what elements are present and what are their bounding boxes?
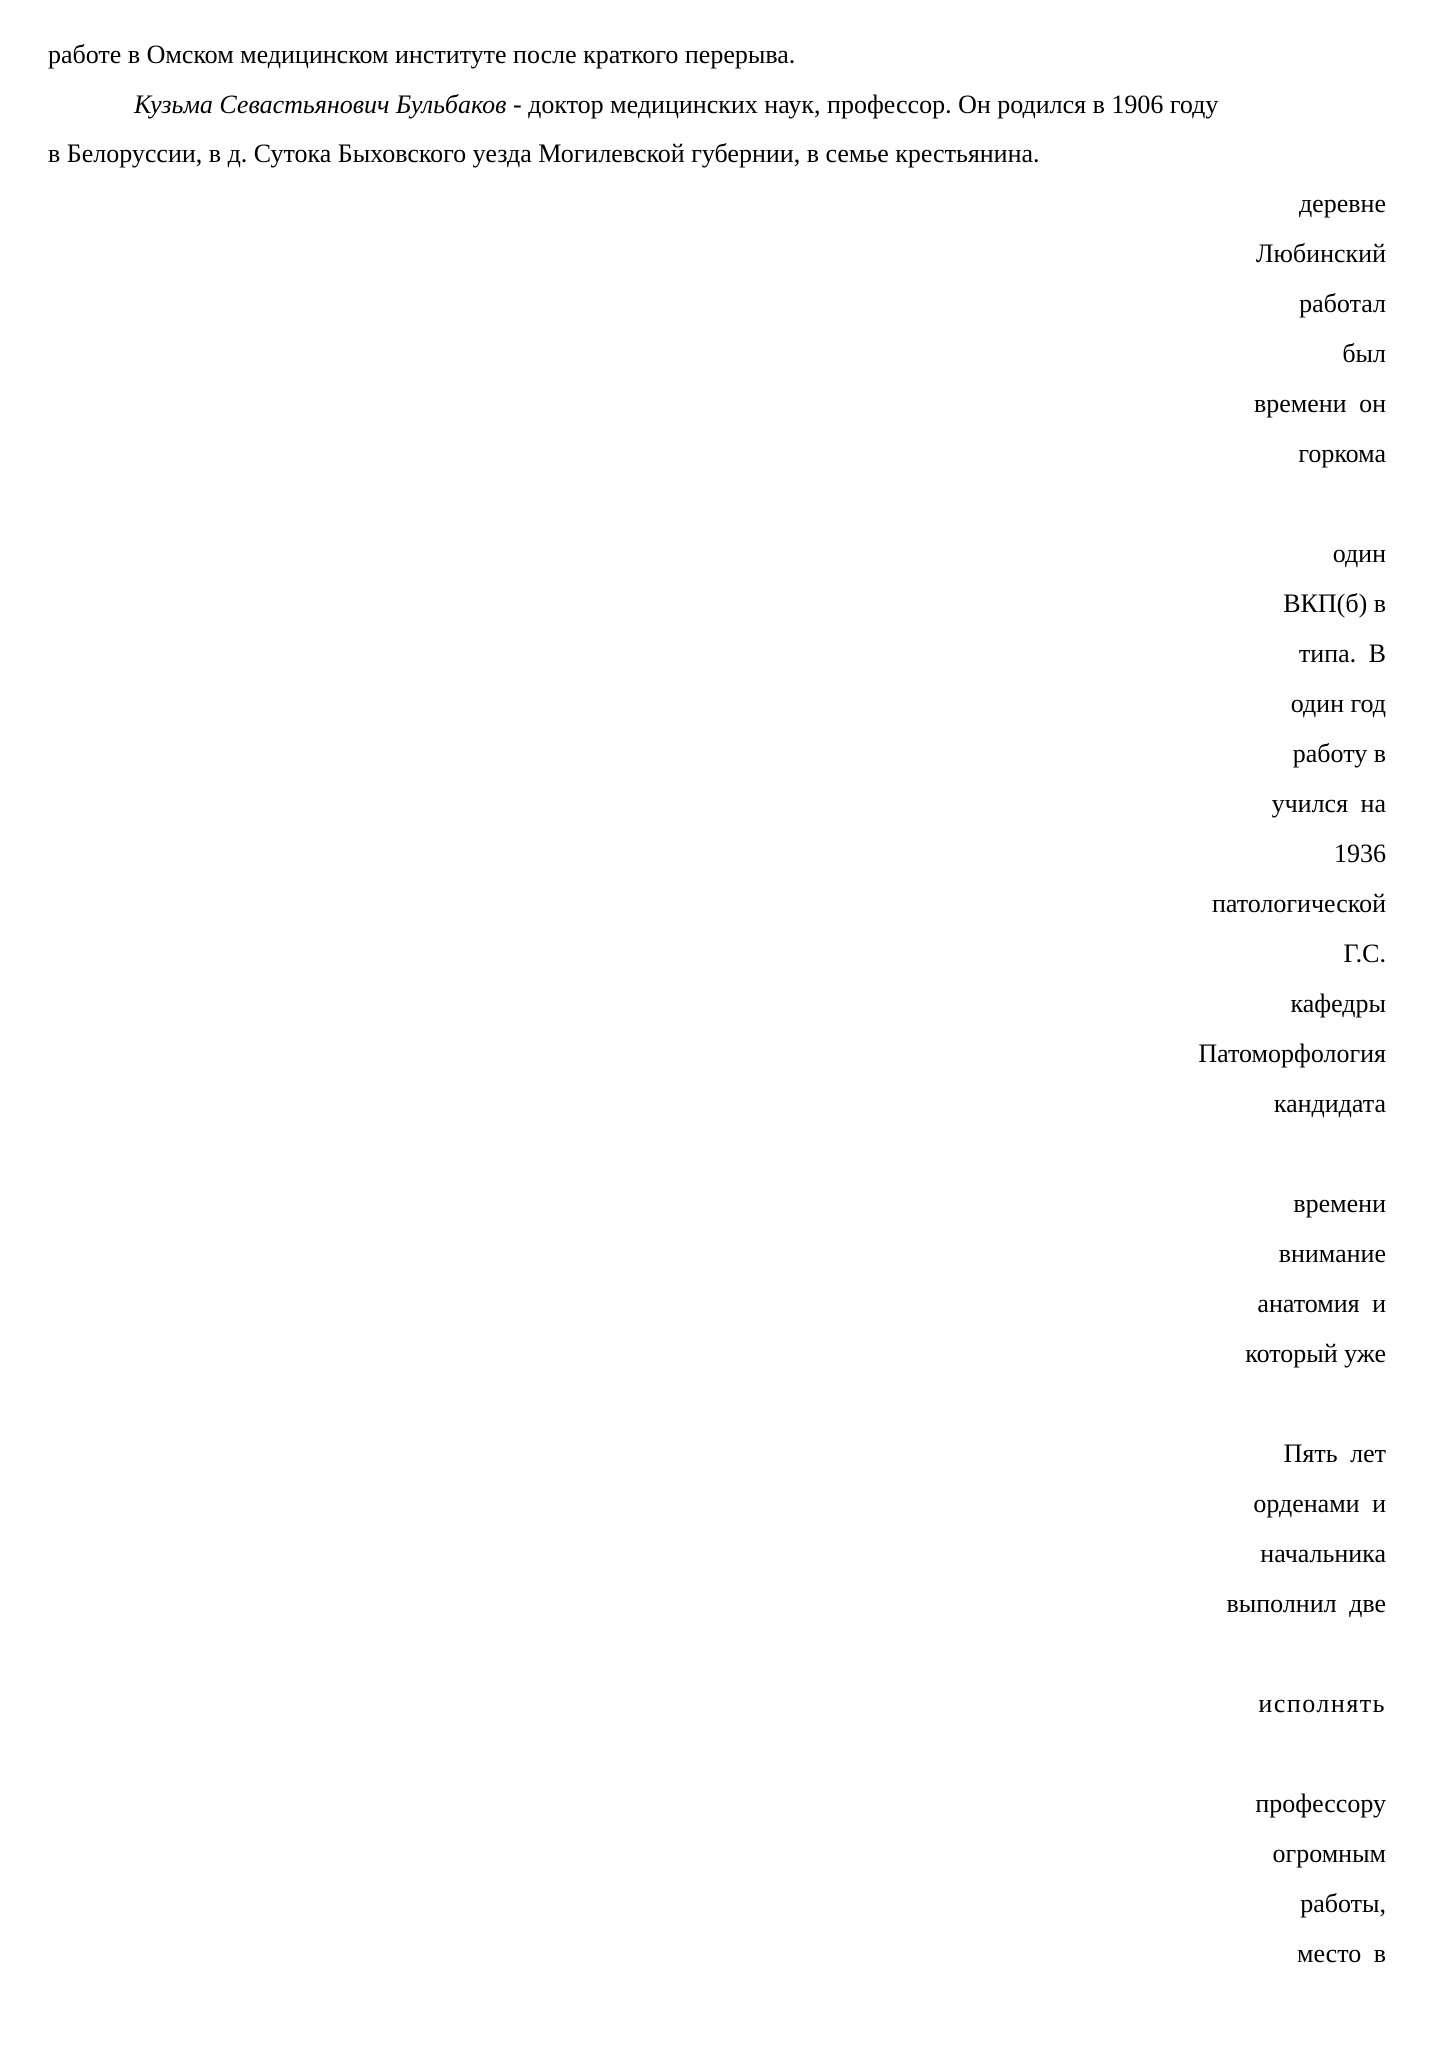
text-fragment: кандидата bbox=[1273, 1089, 1386, 1118]
text-fragment: профессору bbox=[1255, 1789, 1386, 1818]
text-fragment: ВКП(б) в bbox=[1283, 589, 1386, 618]
text-fragment: Пять лет bbox=[1283, 1439, 1386, 1468]
text-fragment: который уже bbox=[1245, 1339, 1386, 1368]
text-fragment: кафедры bbox=[1290, 989, 1386, 1018]
person-name: Кузьма Севастьянович Бульбаков bbox=[134, 90, 507, 119]
text-fragment: один год bbox=[1290, 689, 1386, 718]
text-fragment: работы, bbox=[1300, 1889, 1386, 1918]
text-fragment: орденами и bbox=[1253, 1489, 1386, 1518]
text-fragment: 1936 bbox=[1334, 839, 1386, 868]
text-fragment: был bbox=[1342, 339, 1386, 368]
text-fragment: один bbox=[1332, 539, 1386, 568]
paragraph-line: работе в Омском медицинском институте после краткого перерыва. bbox=[48, 40, 796, 69]
text-fragment: времени он bbox=[1253, 389, 1386, 418]
text-fragment: выполнил две bbox=[1226, 1589, 1386, 1618]
paragraph-line: в Белоруссии, в д. Сутока Быховского уезда Могилевской губернии, в семье крестьянина. bbox=[48, 139, 1040, 168]
text-fragment: работал bbox=[1299, 289, 1386, 318]
text-fragment: учился на bbox=[1271, 789, 1386, 818]
text-fragment: Любинский bbox=[1255, 239, 1386, 268]
text-fragment: исполнять bbox=[1258, 1689, 1386, 1718]
paragraph-line bbox=[134, 90, 1218, 120]
text-fragment: место в bbox=[1297, 1939, 1386, 1968]
text-fragment: начальника bbox=[1260, 1539, 1386, 1568]
text-fragment: внимание bbox=[1278, 1239, 1386, 1268]
text-fragment: работу в bbox=[1292, 739, 1386, 768]
text-fragment: патологической bbox=[1211, 889, 1386, 918]
text-fragment: времени bbox=[1293, 1189, 1386, 1218]
text-fragment: деревне bbox=[1298, 189, 1386, 218]
text-fragment: типа. В bbox=[1298, 639, 1386, 668]
text-fragment: горкома bbox=[1298, 439, 1386, 468]
text-fragment: Г.С. bbox=[1343, 939, 1386, 968]
text-fragment: Патоморфология bbox=[1198, 1039, 1386, 1068]
text-fragment: огромным bbox=[1272, 1839, 1386, 1868]
text-fragment: анатомия и bbox=[1257, 1289, 1386, 1318]
paragraph-text: - доктор медицинских наук, профессор. Он родился в 1906 году bbox=[506, 90, 1219, 119]
